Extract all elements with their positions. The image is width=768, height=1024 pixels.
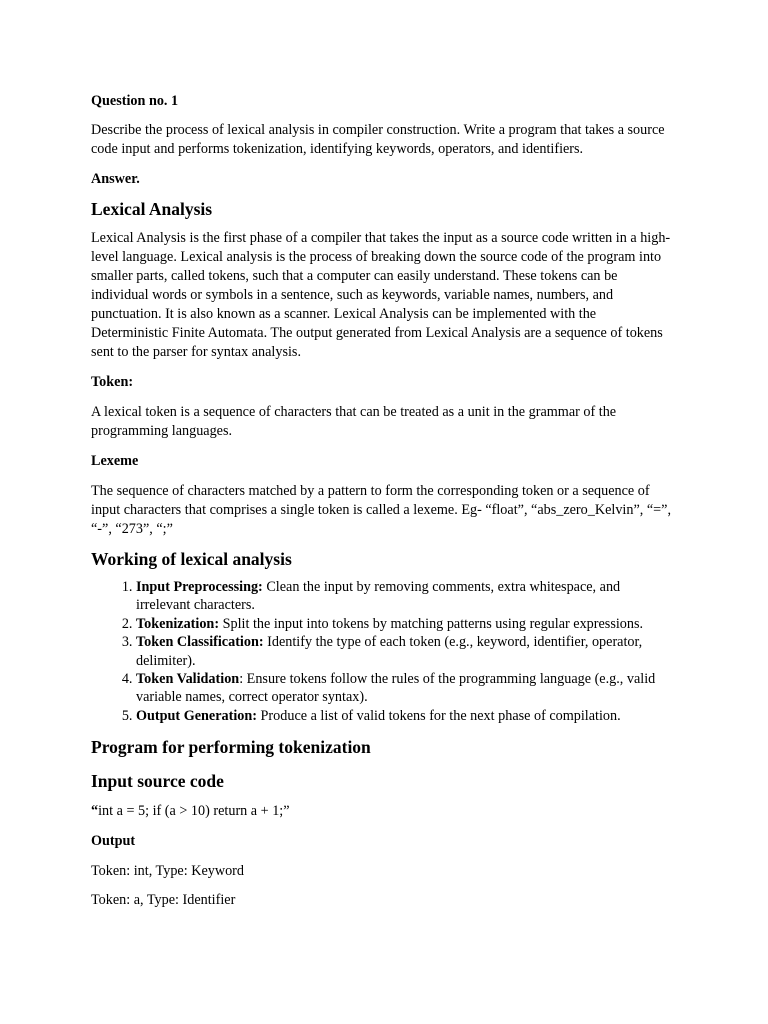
lexical-analysis-text: Lexical Analysis is the first phase of a compiler that takes the input as a source code written in a high-level language. Lexical analysis is the process of breaking down the source code of the program into smaller parts, called tokens, such that a computer can easily understand. These tokens can be individual words or symbols in a sentence, such as keywords, variable names, numbers, and punctuation. It is also known as a scanner. Lexical Analysis can be implemented with the Deterministic Finite Automata. The output generated from Lexical Analysis are a sequence of tokens sent to the parser for syntax analysis. xyxy=(91,230,671,360)
step-term: Token Validation xyxy=(136,671,240,688)
token-heading: Token: xyxy=(91,374,134,390)
program-heading: Program for performing tokenization xyxy=(91,737,371,758)
input-source-heading: Input source code xyxy=(91,771,224,792)
lexeme-heading: Lexeme xyxy=(91,453,139,469)
list-item xyxy=(136,670,673,707)
step-text: Split the input into tokens by matching patterns using regular expressions. xyxy=(219,615,644,632)
answer-label: Answer. xyxy=(91,171,140,187)
question-label: Question no. 1 xyxy=(91,93,179,109)
step-text: Identify the type of each token (e.g., keyword, identifier, operator, delimiter). xyxy=(136,634,643,669)
working-steps-list xyxy=(91,578,673,725)
list-item xyxy=(136,707,673,725)
step-text: Produce a list of valid tokens for the next phase of compilation. xyxy=(257,707,621,724)
step-term: Input Preprocessing: xyxy=(136,579,263,595)
question-text: Describe the process of lexical analysis in compiler construction. Write a program that takes a source code input and performs tokenization, identifying keywords, operators, and identifiers. xyxy=(91,122,665,157)
working-heading: Working of lexical analysis xyxy=(91,549,292,569)
input-open-quote: “ xyxy=(91,803,99,820)
list-item xyxy=(136,633,673,670)
list-item xyxy=(136,615,673,633)
document-page xyxy=(91,92,673,910)
step-text: Clean the input by removing comments, extra whitespace, and irrelevant characters. xyxy=(136,579,621,614)
step-term: Token Classification: xyxy=(136,634,264,651)
step-text: : Ensure tokens follow the rules of the programming language (e.g., valid variable names, correct operator syntax). xyxy=(136,671,656,706)
output-line: Token: int, Type: Keyword xyxy=(91,863,244,880)
input-code-text: int a = 5; if (a > 10) return a + 1;” xyxy=(98,803,290,820)
output-heading: Output xyxy=(91,833,136,850)
token-text: A lexical token is a sequence of characters that can be treated as a unit in the grammar of the programming languages. xyxy=(91,404,617,439)
list-item xyxy=(136,578,673,615)
input-source-code xyxy=(91,802,673,821)
output-line: Token: a, Type: Identifier xyxy=(91,892,236,909)
lexeme-text: The sequence of characters matched by a pattern to form the corresponding token or a sequence of input characters that comprises a single token is called a lexeme. Eg- “float”, “abs_zero_Kelvin”, “=”, “-”, “273”, “;” xyxy=(91,483,671,537)
step-term: Tokenization: xyxy=(136,615,220,632)
step-term: Output Generation: xyxy=(136,707,257,724)
lexical-analysis-heading: Lexical Analysis xyxy=(91,199,213,219)
